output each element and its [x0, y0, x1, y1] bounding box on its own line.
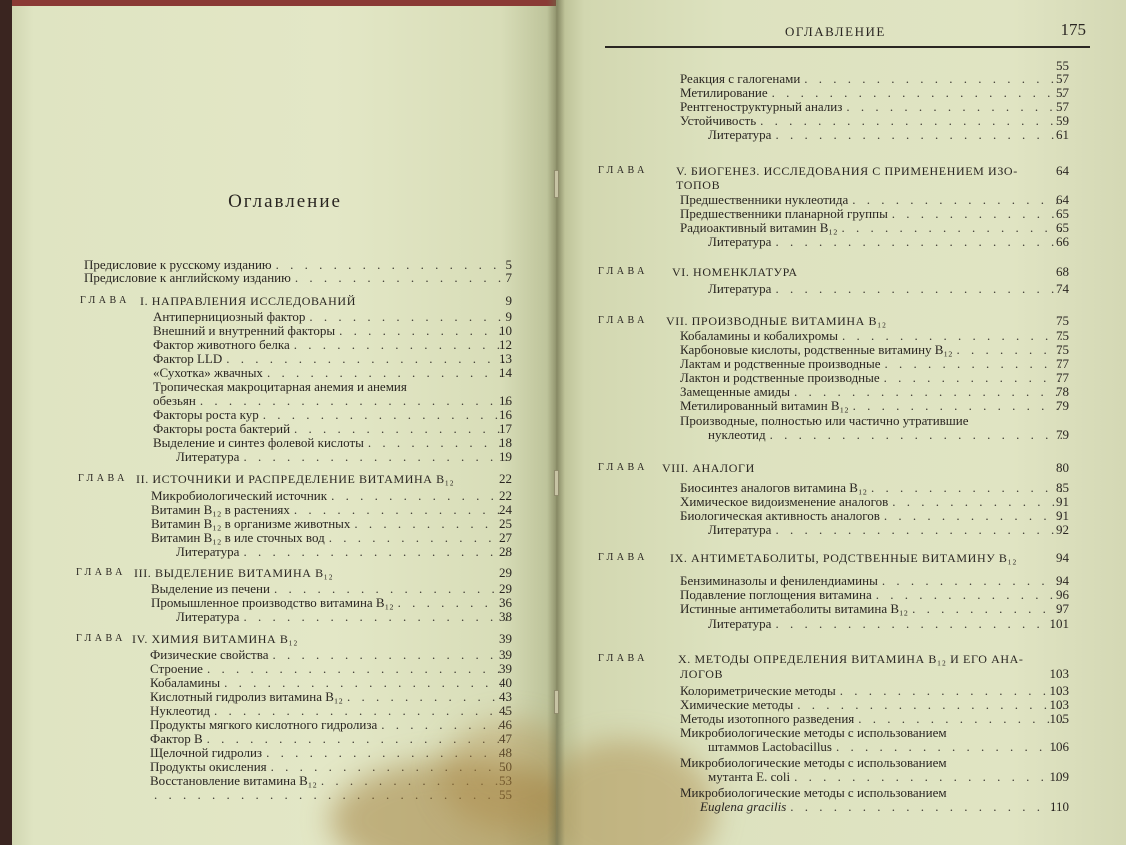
toc-entry: Метилирование . . . 57 [680, 86, 1069, 100]
toc-entry-literature: Литература . . . 74 [708, 282, 1069, 296]
toc-chapter-7: ГЛАВА VII. ПРОИЗВОДНЫЕ ВИТАМИНА B₁₂ 75 [598, 313, 1069, 328]
toc-entry: Фактор животного белка . . . 12 [153, 338, 512, 352]
toc-entry: Витамин B₁₂ в иле сточных вод . . . 27 [151, 531, 512, 545]
toc-entry-continued: Микробиологические методы с использованием [680, 725, 947, 740]
toc-entry-literature: Литература . . . 92 [708, 523, 1069, 537]
toc-entry: Лактам и родственные производные . . . 77 [680, 357, 1069, 371]
toc-entry: Восстановление витамина B₁₂ . . . 53 [150, 774, 512, 788]
running-head-title: ОГЛАВЛЕНИЕ [785, 24, 886, 39]
toc-entry: Замещенные амиды . . . 78 [680, 385, 1069, 399]
toc-entry: Промышленное производство витамина B₁₂ . . . 36 [151, 596, 512, 610]
toc-entry: . . . 55 [150, 788, 512, 802]
toc-entry: Кобаламины и кобалихромы . . . 75 [680, 329, 1069, 343]
toc-chapter-8: ГЛАВА VIII. АНАЛОГИ 80 [598, 460, 1069, 475]
toc-entry: Строение . . . 39 [150, 662, 512, 676]
toc-entry: Предшественники нуклеотида . . . 64 [680, 193, 1069, 207]
toc-entry: Фактор B . . . 47 [150, 732, 512, 746]
toc-entry: Антипернициозный фактор . . . 9 [153, 310, 512, 324]
toc-entry: нуклеотид . . . 79 [708, 428, 1069, 442]
toc-entry: Биосинтез аналогов витамина B₁₂ . . . 85 [680, 481, 1069, 495]
toc-entry: Метилированный витамин B₁₂ . . . 79 [680, 399, 1069, 413]
toc-entry-literature: Литература . . . 101 [708, 617, 1069, 631]
toc-entry: Подавление поглощения витамина . . . 96 [680, 588, 1069, 602]
toc-entry: Выделение из печени . . . 29 [151, 582, 512, 596]
toc-entry: Выделение и синтез фолевой кислоты . . . 18 [153, 436, 512, 450]
toc-entry: Биологическая активность аналогов . . . 91 [680, 509, 1069, 523]
toc-entry-continued: Микробиологические методы с использованием [680, 785, 947, 800]
toc-chapter-1: ГЛАВА I. НАПРАВЛЕНИЯ ИССЛЕДОВАНИЙ 9 [80, 293, 512, 308]
toc-entry-preface-english: Предисловие к английскому изданию . . . 7 [84, 271, 512, 285]
toc-entry-literature: Литература . . . 19 [176, 450, 512, 464]
toc-entry: Радиоактивный витамин B₁₂ . . . 65 [680, 221, 1069, 235]
toc-chapter-5-continued: ТОПОВ [676, 178, 721, 192]
toc-entry: Euglena gracilis . . . 110 [700, 800, 1069, 814]
toc-entry-literature: Литература . . . 61 [708, 128, 1069, 142]
toc-entry: 55 [1056, 58, 1069, 73]
toc-entry: Методы изотопного разведения . . . 105 [680, 712, 1069, 726]
toc-chapter-10-continued: ЛОГОВ 103 [680, 666, 1069, 681]
toc-entry: Химические методы . . . 103 [680, 698, 1069, 712]
toc-entry: Кислотный гидролиз витамина B₁₂ . . . 43 [150, 690, 512, 704]
toc-entry: Реакция с галогенами . . . 57 [680, 72, 1069, 86]
cover-left-edge [0, 0, 12, 845]
page-number: 175 [1060, 20, 1086, 39]
toc-entry: Микробиологический источник . . . 22 [151, 489, 512, 503]
toc-chapter-2: ГЛАВА II. ИСТОЧНИКИ И РАСПРЕДЕЛЕНИЕ ВИТАМИНА B₁₂ 22 [78, 471, 512, 486]
toc-entry: Устойчивость . . . 59 [680, 114, 1069, 128]
toc-entry: Витамин B₁₂ в организме животных . . . 25 [151, 517, 512, 531]
toc-entry: «Сухотка» жвачных . . . 14 [153, 366, 512, 380]
toc-entry: Карбоновые кислоты, родственные витамину B₁₂ . . . 75 [680, 343, 1069, 357]
toc-entry: Рентгеноструктурный анализ . . . 57 [680, 100, 1069, 114]
toc-entry-continued: Тропическая макроцитарная анемия и анемия [153, 379, 407, 394]
toc-entry: Продукты окисления . . . 50 [150, 760, 512, 774]
binding-stitch [554, 470, 559, 496]
toc-entry: Внешний и внутренний факторы . . . 10 [153, 324, 512, 338]
toc-entry: Кобаламины . . . 40 [150, 676, 512, 690]
toc-chapter-10: ГЛАВА X. МЕТОДЫ ОПРЕДЕЛЕНИЯ ВИТАМИНА B₁₂ И ЕГО АНА- [598, 652, 1024, 666]
toc-entry: Факторы роста бактерий . . . 17 [153, 422, 512, 436]
toc-entry-preface-russian: Предисловие к русскому изданию . . . 5 [84, 258, 512, 272]
toc-entry-literature: Литература . . . 38 [176, 610, 512, 624]
toc-entry: Физические свойства . . . 39 [150, 648, 512, 662]
toc-entry: Истинные антиметаболиты витамина B₁₂ . . . 97 [680, 602, 1069, 616]
toc-entry: Продукты мягкого кислотного гидролиза . . . 46 [150, 718, 512, 732]
toc-entry: Витамин B₁₂ в растениях . . . 24 [151, 503, 512, 517]
running-head [605, 20, 1090, 48]
toc-entry: Предшественники планарной группы . . . 65 [680, 207, 1069, 221]
toc-chapter-5: ГЛАВА V. БИОГЕНЕЗ. ИССЛЕДОВАНИЯ С ПРИМЕНЕНИЕМ ИЗО- 64 [598, 163, 1069, 178]
toc-entry: Фактор LLD . . . 13 [153, 352, 512, 366]
toc-entry-continued: Микробиологические методы с использованием [680, 755, 947, 770]
toc-title: Оглавление [228, 191, 342, 212]
toc-entry: Щелочной гидролиз . . . 48 [150, 746, 512, 760]
toc-entry: обезьян . . . 16 [153, 394, 512, 408]
toc-entry-literature: Литература . . . 66 [708, 235, 1069, 249]
toc-entry: Химическое видоизменение аналогов . . . 91 [680, 495, 1069, 509]
toc-chapter-6: ГЛАВА VI. НОМЕНКЛАТУРА 68 [598, 264, 1069, 279]
toc-entry: Факторы роста кур . . . 16 [153, 408, 512, 422]
toc-entry-continued: Производные, полностью или частично утратившие [680, 413, 969, 428]
book-gutter [547, 0, 565, 845]
toc-chapter-4: ГЛАВА IV. ХИМИЯ ВИТАМИНА B₁₂ 39 [76, 631, 512, 646]
binding-stitch [554, 170, 559, 198]
cover-top-edge [0, 0, 556, 6]
toc-entry: Лактон и родственные производные . . . 77 [680, 371, 1069, 385]
toc-entry: мутанта E. coli . . . 109 [708, 770, 1069, 784]
toc-entry: Колориметрические методы . . . 103 [680, 684, 1069, 698]
toc-entry: Бензиминазолы и фенилендиамины . . . 94 [680, 574, 1069, 588]
toc-chapter-9: ГЛАВА IX. АНТИМЕТАБОЛИТЫ, РОДСТВЕННЫЕ ВИТАМИНУ B₁₂ 94 [598, 550, 1069, 565]
toc-entry: Нуклеотид . . . 45 [150, 704, 512, 718]
toc-entry: штаммов Lactobacillus . . . 106 [708, 740, 1069, 754]
toc-entry-literature: Литература . . . 28 [176, 545, 512, 559]
toc-chapter-3: ГЛАВА III. ВЫДЕЛЕНИЕ ВИТАМИНА B₁₂ 29 [76, 565, 512, 580]
binding-stitch [554, 690, 559, 714]
left-page [0, 0, 556, 845]
